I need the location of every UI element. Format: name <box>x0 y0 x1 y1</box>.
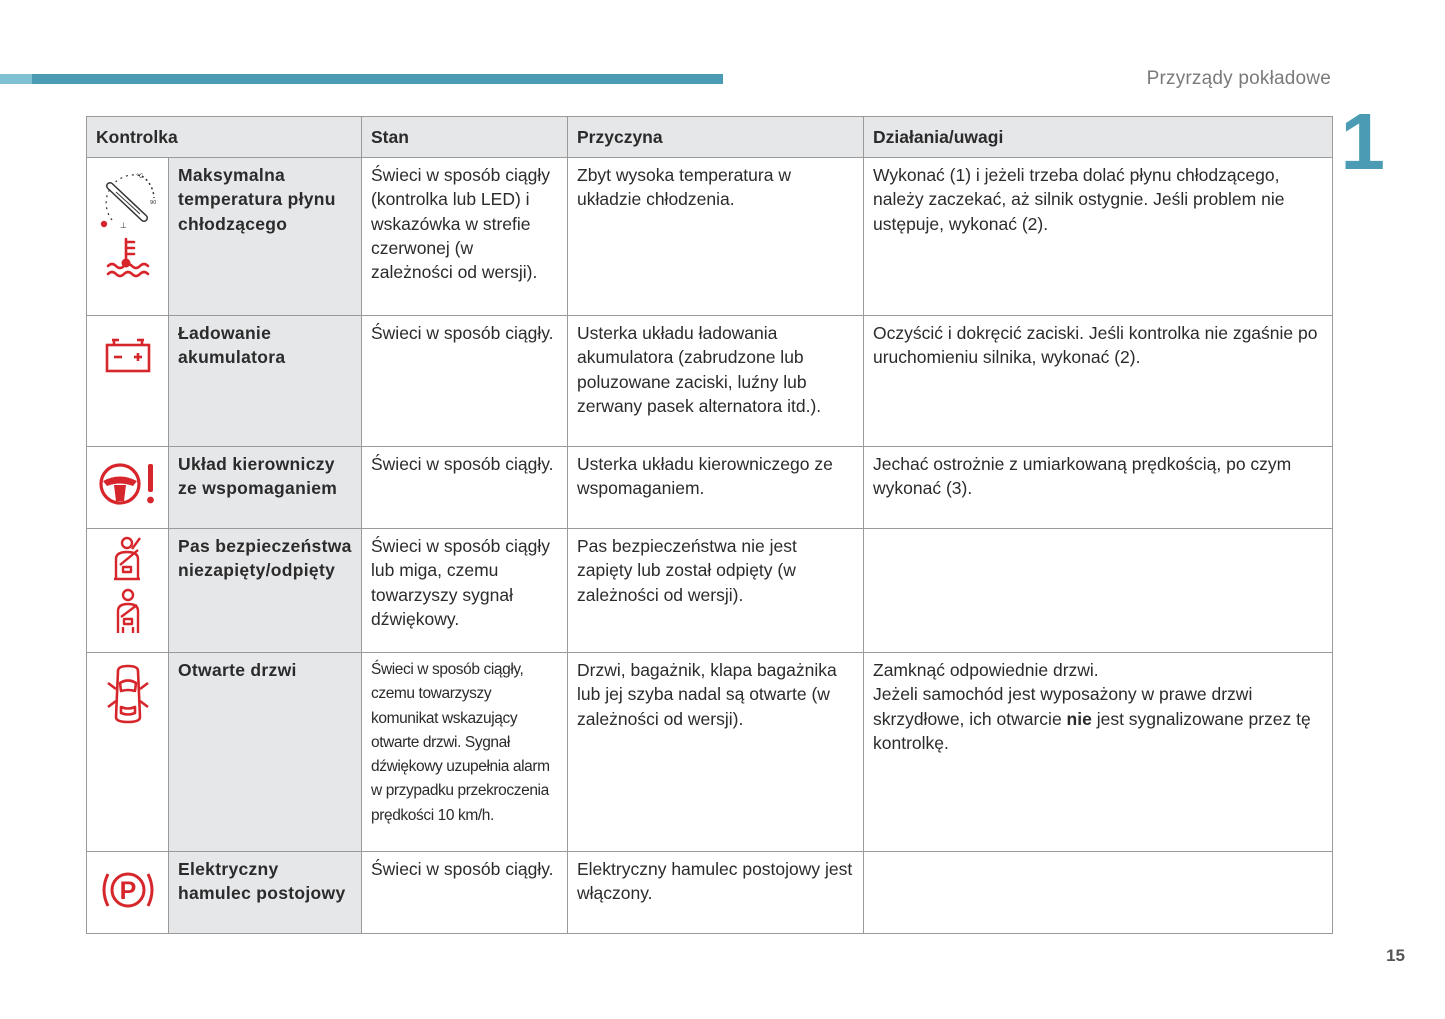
warning-name: Pas bezpieczeństwa niezapięty/odpięty <box>169 529 362 653</box>
table-row <box>87 529 1333 653</box>
header-accent-bar <box>0 74 723 84</box>
table-row <box>87 316 1333 447</box>
coolant-temperature-icon <box>105 236 151 280</box>
warning-name: Elektryczny hamulec postojowy <box>169 852 362 934</box>
table-row <box>87 852 1333 934</box>
seatbelt-rear-icon <box>110 587 146 635</box>
table-row <box>87 653 1333 852</box>
column-header-stan: Stan <box>362 117 568 158</box>
parking-brake-icon <box>98 866 158 914</box>
warning-action: Jechać ostrożnie z umiarkowaną prędkością, po czym wykonać (3). <box>864 447 1333 529</box>
warning-action <box>864 653 1333 852</box>
section-title: Przyrządy pokładowe <box>1146 68 1331 89</box>
table-row <box>87 447 1333 529</box>
warning-state: Świeci w sposób ciągły lub miga, czemu towarzyszy sygnał dźwiękowy. <box>362 529 568 653</box>
warning-name: Maksymalna temperatura płynu chłodzącego <box>169 158 362 316</box>
warning-state: Świeci w sposób ciągły. <box>362 316 568 447</box>
warning-action-emphasis: nie <box>1066 708 1092 729</box>
icon-cell <box>87 316 169 447</box>
warning-state: Świeci w sposób ciągły. <box>362 852 568 934</box>
warning-cause: Usterka układu kierowniczego ze wspomaganiem. <box>568 447 864 529</box>
warning-action: Wykonać (1) i jeżeli trzeba dolać płynu chłodzącego, należy zaczekać, aż silnik ostygnie. Jeśli problem nie ustępuje, wykonać (2). <box>864 158 1333 316</box>
warning-action: Oczyścić i dokręcić zaciski. Jeśli kontrolka nie zgaśnie po uruchomieniu silnika, wykonać (2). <box>864 316 1333 447</box>
icon-cell <box>87 529 169 653</box>
warning-state: Świeci w sposób ciągły. <box>362 447 568 529</box>
warning-cause: Zbyt wysoka temperatura w układzie chłodzenia. <box>568 158 864 316</box>
warning-action <box>864 852 1333 934</box>
warning-cause: Drzwi, bagażnik, klapa bagażnika lub jej szyba nadal są otwarte (w zależności od wersji). <box>568 653 864 852</box>
warning-cause: Usterka układu ładowania akumulatora (zabrudzone lub poluzowane zaciski, luźny lub zerwany pasek alternatora itd.). <box>568 316 864 447</box>
svg-text:P: P <box>119 877 136 905</box>
warning-action-text: jest sygnalizowane przez tę kontrolkę. <box>873 708 1311 753</box>
icon-cell <box>87 158 169 316</box>
battery-icon <box>103 336 153 376</box>
warning-cause: Elektryczny hamulec postojowy jest włączony. <box>568 852 864 934</box>
warning-action-line2 <box>873 682 1324 755</box>
svg-text:90: 90 <box>149 200 156 206</box>
seatbelt-front-icon <box>108 535 148 583</box>
icon-cell <box>87 653 169 852</box>
table-header-row <box>87 117 1333 158</box>
svg-text:°C: °C <box>135 173 143 180</box>
svg-text:⊥: ⊥ <box>119 221 127 230</box>
coolant-temperature-gauge-icon <box>96 168 160 230</box>
warning-lights-table <box>86 116 1333 934</box>
open-door-icon <box>104 663 152 725</box>
column-header-przyczyna: Przyczyna <box>568 117 864 158</box>
power-steering-icon <box>96 461 160 507</box>
warning-state <box>362 653 568 852</box>
icon-cell <box>87 447 169 529</box>
warning-state-text: Świeci w sposób ciągły, czemu towarzyszy komunikat wskazujący otwarte drzwi. Sygnał dźwiękowy uzupełnia alarm w przypadku przekroczenia prędkości 10 km/h. <box>371 661 550 824</box>
warning-action <box>864 529 1333 653</box>
warning-state: Świeci w sposób ciągły (kontrolka lub LED) i wskazówka w strefie czerwonej (w zależności od wersji). <box>362 158 568 316</box>
column-header-kontrolka: Kontrolka <box>87 117 362 158</box>
warning-name: Otwarte drzwi <box>169 653 362 852</box>
warning-cause: Pas bezpieczeństwa nie jest zapięty lub został odpięty (w zależności od wersji). <box>568 529 864 653</box>
warning-action-line1: Zamknąć odpowiednie drzwi. <box>873 660 1099 680</box>
icon-cell <box>87 852 169 934</box>
warning-name: Ładowanie akumulatora <box>169 316 362 447</box>
chapter-number: 1 <box>1340 97 1385 186</box>
table-row <box>87 158 1333 316</box>
page-number: 15 <box>1386 946 1405 965</box>
warning-name: Układ kierowniczy ze wspomaganiem <box>169 447 362 529</box>
warning-action-text: Jeżeli samochód jest wyposażony w prawe drzwi skrzydłowe, ich otwarcie <box>873 684 1253 729</box>
column-header-dzialania: Działania/uwagi <box>864 117 1333 158</box>
